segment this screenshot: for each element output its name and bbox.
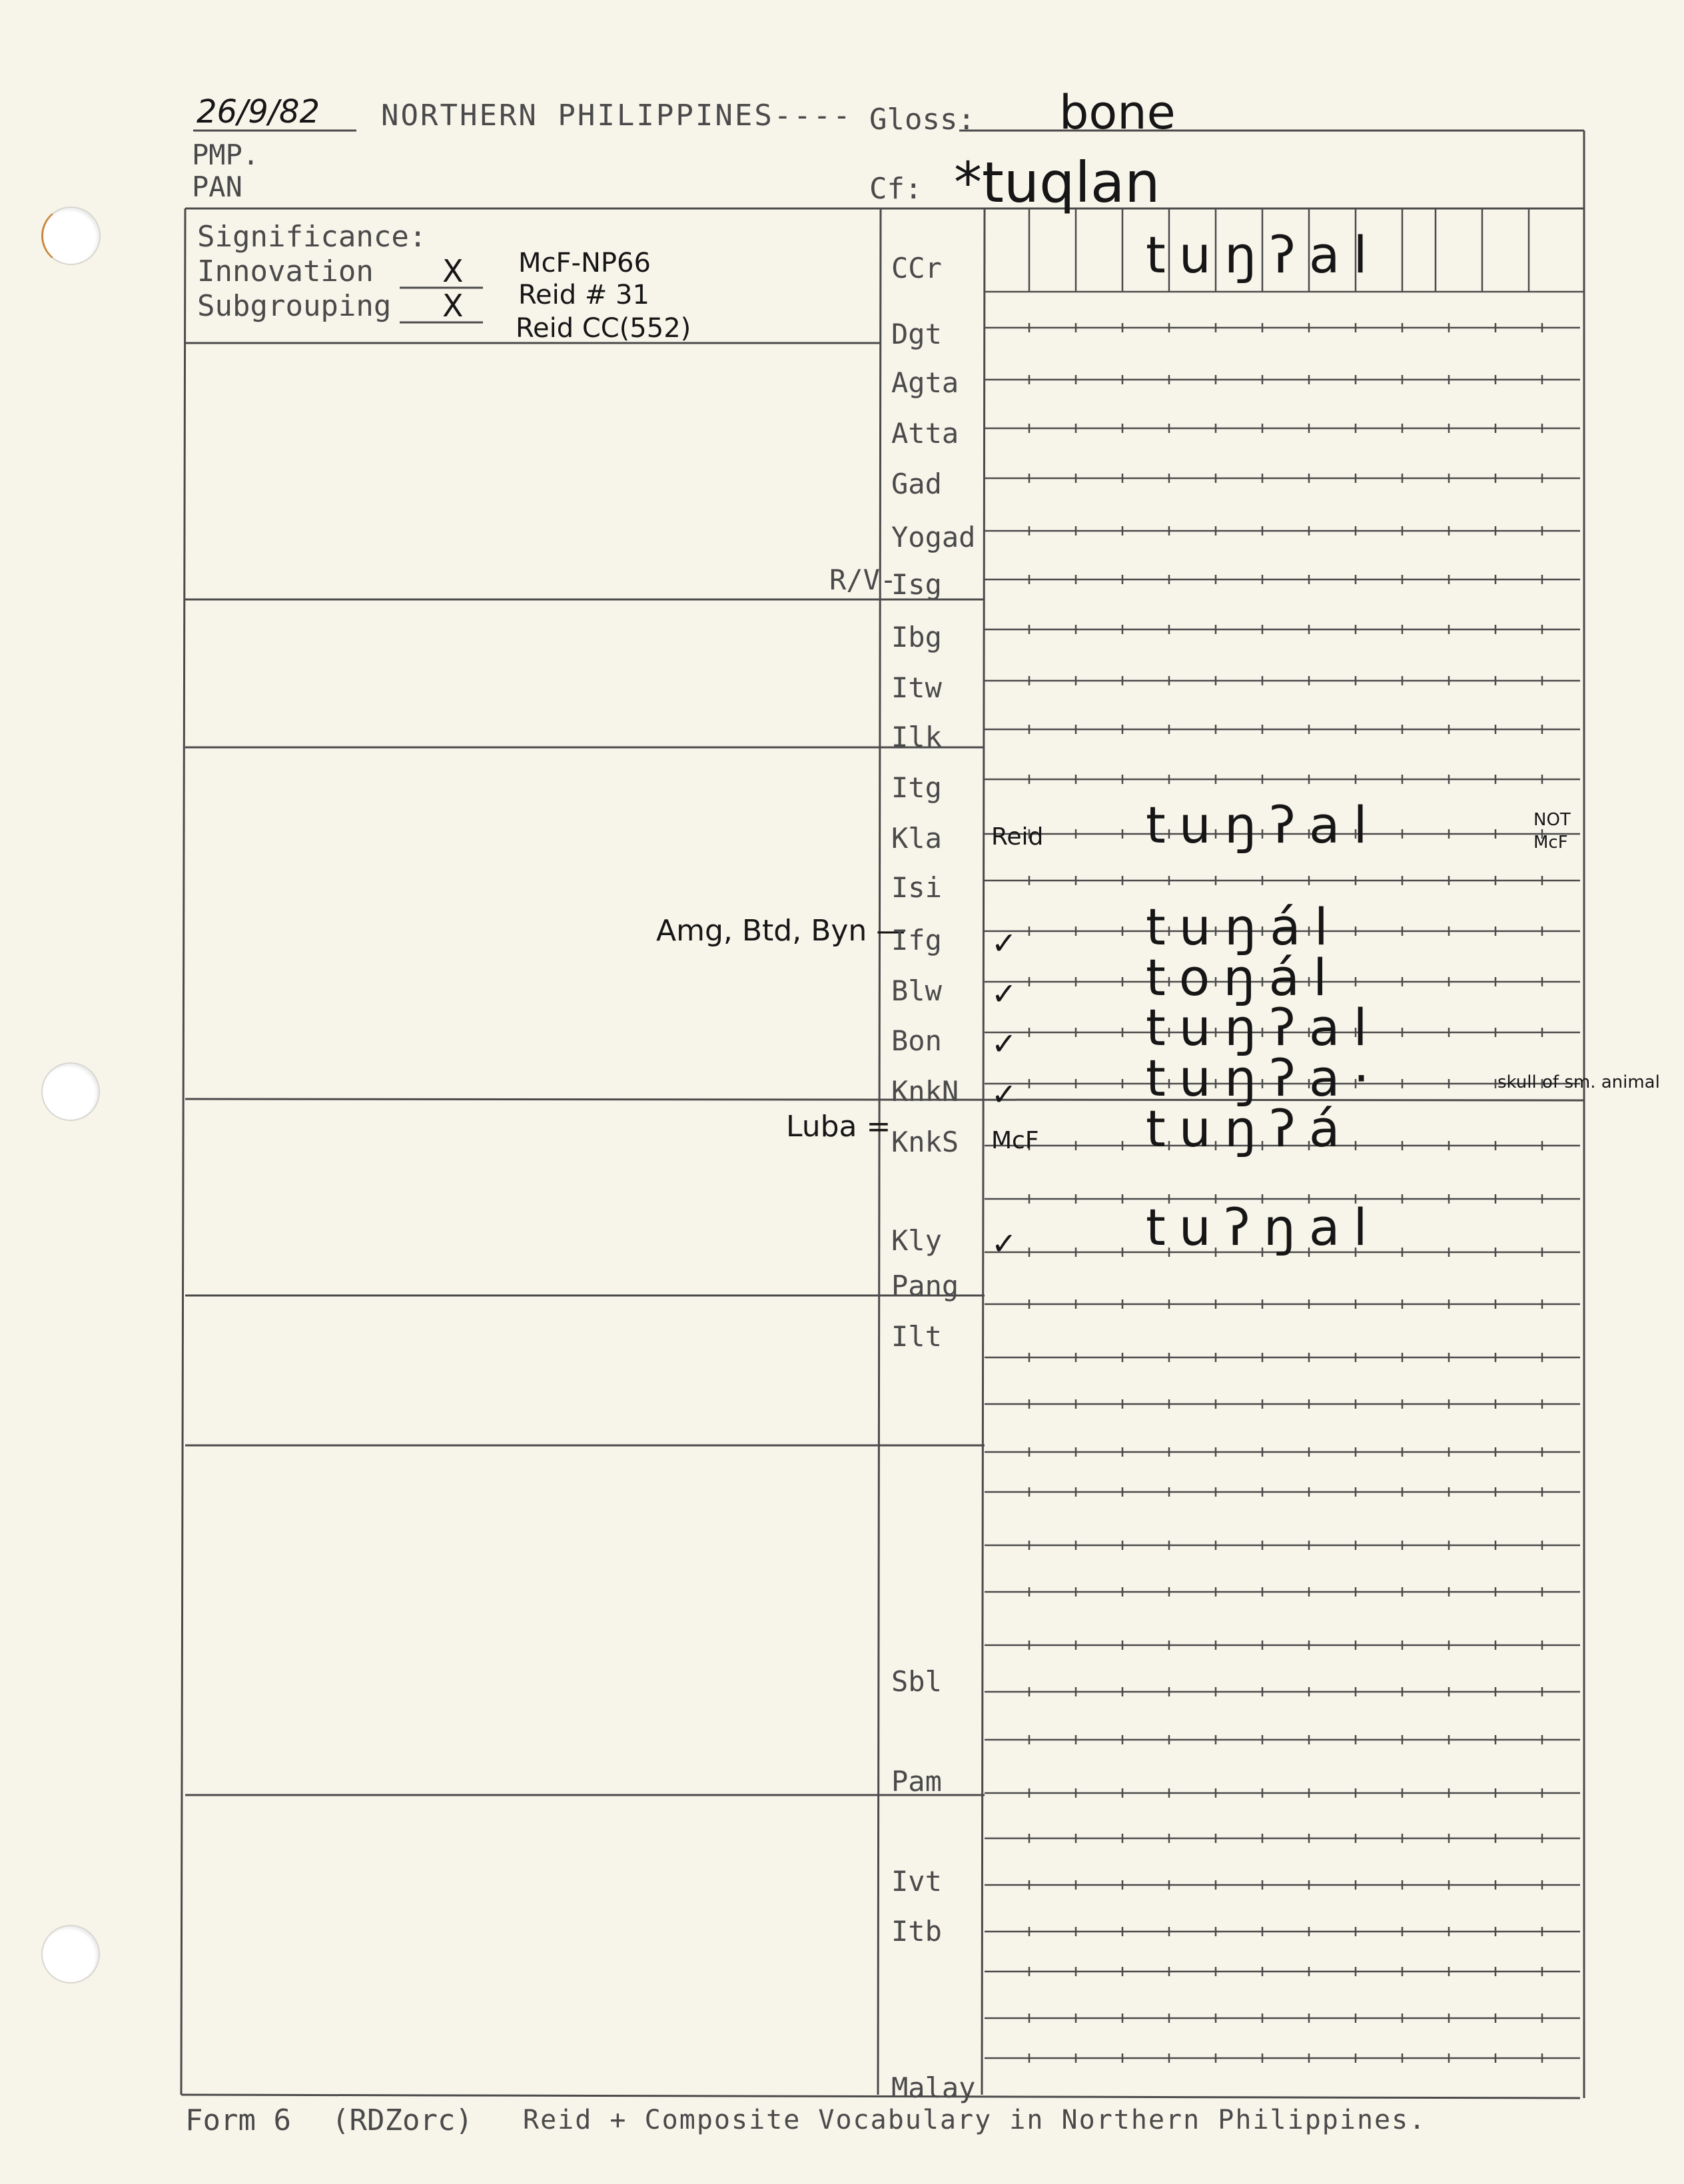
source-mark: ✓ [991,1076,1017,1112]
ref-reid: Reid # 31 [518,280,649,310]
rv-note: R/V- [829,563,897,596]
reflex-form: tuŋál [1146,897,1342,956]
language-code-ifg: Ifg [891,924,942,956]
language-code-ccr: CCr [891,252,942,284]
language-code-agta: Agta [891,366,959,399]
language-code-isi: Isi [891,871,942,904]
language-code-knks: KnkS [891,1126,959,1158]
pan-label: PAN [192,171,242,203]
form-id: Form 6 [185,2103,291,2137]
language-code-itg: Itg [891,771,942,804]
language-code-itw: Itw [891,671,942,704]
language-code-ibg: Ibg [891,621,942,653]
reflex-form: toŋál [1146,948,1341,1007]
language-code-blw: Blw [891,974,942,1007]
language-code-dgt: Dgt [891,318,942,350]
language-code-itb: Itb [891,1915,942,1948]
form-caption: Reid + Composite Vocabulary in Northern Philippines. [523,2105,1427,2135]
language-code-atta: Atta [891,417,959,450]
cf-value: *tuqlan [954,150,1160,215]
language-code-knkn: KnkN [891,1075,959,1108]
source-mark: McF [991,1127,1039,1154]
gloss-value: bone [1059,85,1176,140]
reflex-form: tuŋʔal [1146,225,1381,284]
source-mark: ✓ [991,1226,1017,1262]
gloss-label: Gloss: [869,103,975,137]
cf-label: Cf: [869,172,923,206]
language-code-pam: Pam [891,1765,942,1798]
significance-title: Significance: [197,220,427,254]
subgrouping-label: Subgrouping [197,289,392,323]
innovation-mark: X [442,253,464,289]
form-author: (RDZorc) [332,2103,473,2137]
language-code-kla: Kla [891,822,942,855]
innovation-label: Innovation [197,254,374,288]
source-mark: ✓ [991,1026,1017,1062]
language-code-gad: Gad [891,468,942,500]
reflex-form: tuʔŋal [1146,1198,1381,1257]
pmp-label: PMP. [192,139,260,171]
language-code-isg: Isg [891,568,942,601]
ref-reid-cc: Reid CC(552) [516,313,691,344]
reflex-form: tuŋʔá [1146,1099,1354,1158]
reflex-form: tuŋʔa· [1146,1048,1383,1108]
region-title: NORTHERN PHILIPPINES---- [381,99,853,133]
language-code-sbl: Sbl [891,1665,942,1698]
language-code-pang: Pang [891,1270,959,1302]
subgrouping-mark: X [442,288,464,324]
reflex-form: tuŋʔal [1146,795,1381,855]
ref-mcf: McF-NP66 [518,248,651,278]
language-code-ilk: Ilk [891,721,942,753]
luba-note: Luba = [786,1110,891,1144]
language-code-yogad: Yogad [891,521,976,553]
language-code-ivt: Ivt [891,1865,942,1898]
language-code-malay: Malay [891,2071,976,2104]
source-mark: ✓ [991,925,1017,961]
amg-note: Amg, Btd, Byn — [656,914,906,948]
language-code-bon: Bon [891,1024,942,1057]
source-mark: Reid [991,823,1044,851]
reflex-note: NOT McF [1533,810,1571,853]
reflex-form: tuŋʔal [1146,998,1381,1057]
language-code-kly: Kly [891,1224,942,1257]
reflex-note: skull of sm. animal [1497,1072,1660,1092]
source-mark: ✓ [991,976,1017,1012]
language-code-ilt: Ilt [891,1320,942,1353]
date: 26/9/82 [197,93,320,131]
